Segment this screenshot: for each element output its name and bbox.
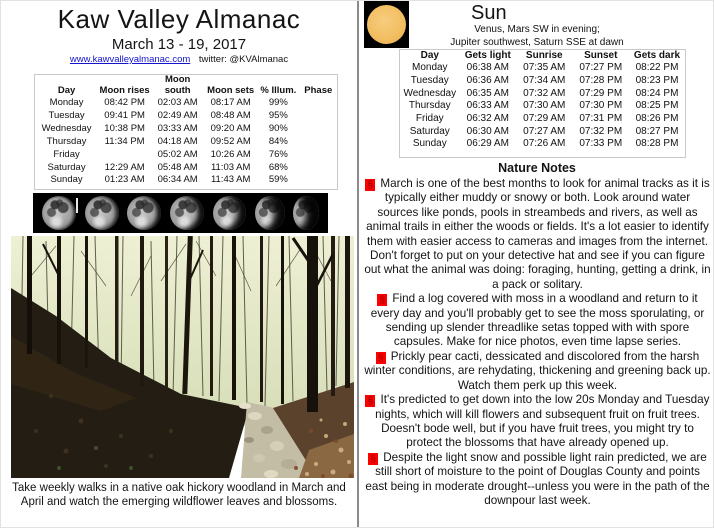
cell-gets-light: 06:33 AM (466, 100, 509, 112)
cell-gets-dark: 08:27 PM (635, 126, 679, 138)
moon-phase-image (127, 196, 161, 230)
cell-day: Wednesday (403, 87, 457, 99)
cell-day: Sunday (412, 137, 447, 149)
cell-sunset: 07:32 PM (579, 126, 623, 138)
moon-col-south: Moon south (164, 74, 191, 96)
sun-col-sunrise: Sunrise (525, 50, 563, 61)
cell-gets-dark: 08:25 PM (635, 100, 679, 112)
cell-phase (300, 135, 338, 148)
moon-table-row (35, 161, 338, 174)
page-title: Kaw Valley Almanac (57, 4, 301, 34)
cell-sunrise: 07:34 AM (523, 74, 566, 86)
cell-sunset: 07:30 PM (579, 100, 623, 112)
cell-south: 02:03 AM (157, 97, 198, 109)
section-bullet-icon: § (377, 294, 387, 306)
cell-illum: 59% (268, 174, 288, 186)
moon-table-row (35, 148, 338, 161)
nature-note-text: March is one of the best months to look for animal tracks as it is typically either muddy or snowy or both. Look around water sources like ponds, pools in streambeds and rivers, as well as animal trails in either the woods or fields. It's a lot easier to identify them with easier access to cameras and images from the internet. Don't forget to put on your detective hat and see if you can figure out what the animal was doing: foraging, hunting, getting a drink, in a pack or solitary. (364, 177, 711, 291)
twitter-handle: twitter: @KVAlmanac (198, 54, 289, 65)
cell-sunrise: 07:27 AM (523, 126, 566, 138)
cell-gets-dark: 08:23 PM (635, 74, 679, 86)
sun-col-day: Day (420, 50, 439, 61)
cell-illum: 99% (268, 97, 288, 109)
cell-south: 05:02 AM (157, 149, 198, 161)
nature-notes (363, 177, 712, 508)
sun-column (359, 1, 714, 528)
nature-note-text: Find a log covered with moss in a woodland and return to it every day and you'll probably get to see the moss sporulating, or sending up slender threadlike setas topped with with spore capsules. Make for nice photos, even time lapse series. (370, 292, 705, 349)
moon-table-row (35, 109, 338, 122)
cell-phase (300, 161, 338, 174)
nature-note-item (363, 451, 712, 509)
nature-note-item (363, 177, 712, 292)
cell-south: 02:49 AM (157, 110, 198, 122)
cell-illum: 90% (268, 123, 288, 135)
section-bullet-icon: § (365, 395, 375, 407)
cell-day: Thursday (408, 100, 451, 112)
evening-sky-note: Venus, Mars SW in evening; (474, 24, 600, 35)
sun-table-row (400, 74, 686, 87)
moon-table-row (35, 122, 338, 135)
moon-column (1, 1, 357, 528)
cell-day: Saturday (409, 126, 450, 138)
moon-table-row (35, 135, 338, 148)
cell-gets-light: 06:29 AM (466, 137, 509, 149)
section-bullet-icon: § (365, 179, 375, 191)
cell-rises: 10:38 PM (104, 123, 145, 135)
cell-sunset: 07:27 PM (579, 62, 623, 74)
sun-table-row (400, 112, 686, 125)
cell-gets-dark: 08:24 PM (635, 87, 679, 99)
cell-south: 03:33 AM (157, 123, 198, 135)
cell-sunset: 07:31 PM (579, 113, 623, 125)
sun-col-gets-dark: Gets dark (633, 50, 681, 61)
cell-sunrise: 07:29 AM (523, 113, 566, 125)
photo-artifact (76, 198, 78, 213)
nature-notes-heading: Nature Notes (498, 161, 576, 175)
cell-phase (300, 109, 338, 122)
cell-sunset: 07:29 PM (579, 87, 623, 99)
dawn-sky-note: Jupiter southwest, Saturn SSE at dawn (450, 37, 624, 48)
cell-phase (300, 148, 338, 161)
moon-col-sets: Moon sets (207, 84, 255, 96)
woodland-photo (11, 236, 354, 478)
nature-note-text: Prickly pear cacti, dessicated and discolored from the harsh winter conditions, are rehydating, thickening and greening back up. Watch them perk up this week. (364, 349, 711, 392)
cell-day: Friday (53, 149, 80, 161)
cell-sets: 09:52 AM (210, 136, 251, 148)
cell-gets-light: 06:30 AM (466, 126, 509, 138)
website-link[interactable]: www.kawvalleyalmanac.com (69, 54, 191, 65)
cell-gets-light: 06:36 AM (466, 74, 509, 86)
cell-rises: 09:41 PM (104, 110, 145, 122)
cell-sets: 10:26 AM (210, 149, 251, 161)
moon-col-day: Day (57, 84, 76, 96)
cell-south: 05:48 AM (157, 162, 198, 174)
cell-day: Monday (49, 97, 84, 109)
nature-note-text: It's predicted to get down into the low 20s Monday and Tuesday nights, which will kill flowers and subsequent fruit on fruit trees. Doesn't bode well, but if you have fruit trees, you might try to protect the blossoms that have already opened up. (375, 393, 710, 450)
cell-gets-light: 06:35 AM (466, 87, 509, 99)
sun-table-row (400, 61, 686, 74)
sun-table-row (400, 125, 686, 138)
cell-sunset: 07:33 PM (579, 137, 623, 149)
cell-sets: 08:17 AM (210, 97, 251, 109)
sun-table-row (400, 87, 686, 100)
cell-day: Monday (411, 62, 448, 74)
cell-rises: 12:29 AM (104, 162, 145, 174)
moon-phase-strip (33, 193, 328, 233)
photo-caption: Take weekly walks in a native oak hickory woodland in March and April and watch the emerging wildflower leaves and blossoms. (12, 482, 346, 508)
cell-gets-light: 06:38 AM (466, 62, 509, 74)
moon-table (34, 74, 338, 190)
date-range: March 13 - 19, 2017 (111, 36, 247, 53)
sun-table (399, 49, 686, 158)
cell-phase (300, 96, 338, 109)
cell-rises: 11:34 PM (104, 136, 145, 148)
link-line (1, 54, 357, 65)
nature-note-item (363, 292, 712, 350)
cell-sunset: 07:28 PM (579, 74, 623, 86)
moon-col-rises: Moon rises (99, 84, 150, 96)
moon-phase-image (85, 196, 119, 230)
nature-note-item (363, 350, 712, 393)
cell-day: Saturday (47, 162, 86, 174)
cell-day: Wednesday (41, 123, 92, 135)
cell-rises: 01:23 AM (104, 174, 145, 186)
section-bullet-icon: § (376, 352, 386, 364)
cell-sunrise: 07:32 AM (523, 87, 566, 99)
cell-illum: 84% (268, 136, 288, 148)
cell-day: Thursday (46, 136, 87, 148)
cell-gets-dark: 08:28 PM (635, 137, 679, 149)
cell-gets-light: 06:32 AM (466, 113, 509, 125)
moon-phase-image (42, 196, 76, 230)
cell-illum: 95% (268, 110, 288, 122)
cell-illum: 76% (268, 149, 288, 161)
moon-phase-image (170, 196, 204, 230)
moon-table-row (35, 174, 338, 190)
moon-phase-image (213, 196, 246, 230)
sun-table-row (400, 100, 686, 113)
cell-sunrise: 07:26 AM (523, 137, 566, 149)
moon-table-row (35, 96, 338, 109)
cell-sets: 11:43 AM (210, 174, 251, 186)
cell-sets: 09:20 AM (210, 123, 251, 135)
moon-col-phase: Phase (304, 84, 333, 96)
cell-day: Sunday (50, 174, 83, 186)
moon-table-header-row (35, 75, 338, 97)
cell-sunrise: 07:35 AM (523, 62, 566, 74)
cell-day: Friday (415, 113, 444, 125)
moon-phase-image (293, 196, 319, 230)
cell-south: 04:18 AM (157, 136, 198, 148)
nature-note-text: Despite the light snow and possible light rain predicted, we are still short of moisture to the point of Douglas County and points east being in moderate drought--unless you were in the path of the downpour last week. (365, 450, 710, 507)
cell-rises (98, 148, 151, 161)
cell-gets-dark: 08:26 PM (635, 113, 679, 125)
moon-col-illum: % Illum. (260, 84, 297, 96)
cell-day: Tuesday (48, 110, 85, 122)
cell-sunrise: 07:30 AM (523, 100, 566, 112)
cell-sets: 08:48 AM (210, 110, 251, 122)
nature-note-item (363, 393, 712, 451)
cell-phase (300, 174, 338, 190)
cell-day: Tuesday (410, 74, 449, 86)
cell-rises: 08:42 PM (104, 97, 145, 109)
cell-illum: 68% (268, 162, 288, 174)
moon-phase-image (255, 196, 285, 230)
section-bullet-icon: § (368, 453, 378, 465)
sun-col-gets-light: Gets light (464, 50, 511, 61)
sun-col-sunset: Sunset (584, 50, 618, 61)
cell-south: 06:34 AM (157, 174, 198, 186)
cell-sets: 11:03 AM (210, 162, 251, 174)
cell-phase (300, 122, 338, 135)
sun-table-row (400, 138, 686, 158)
sun-table-header-row (400, 50, 686, 62)
sun-section-title: Sun (471, 2, 507, 24)
cell-gets-dark: 08:22 PM (635, 62, 679, 74)
